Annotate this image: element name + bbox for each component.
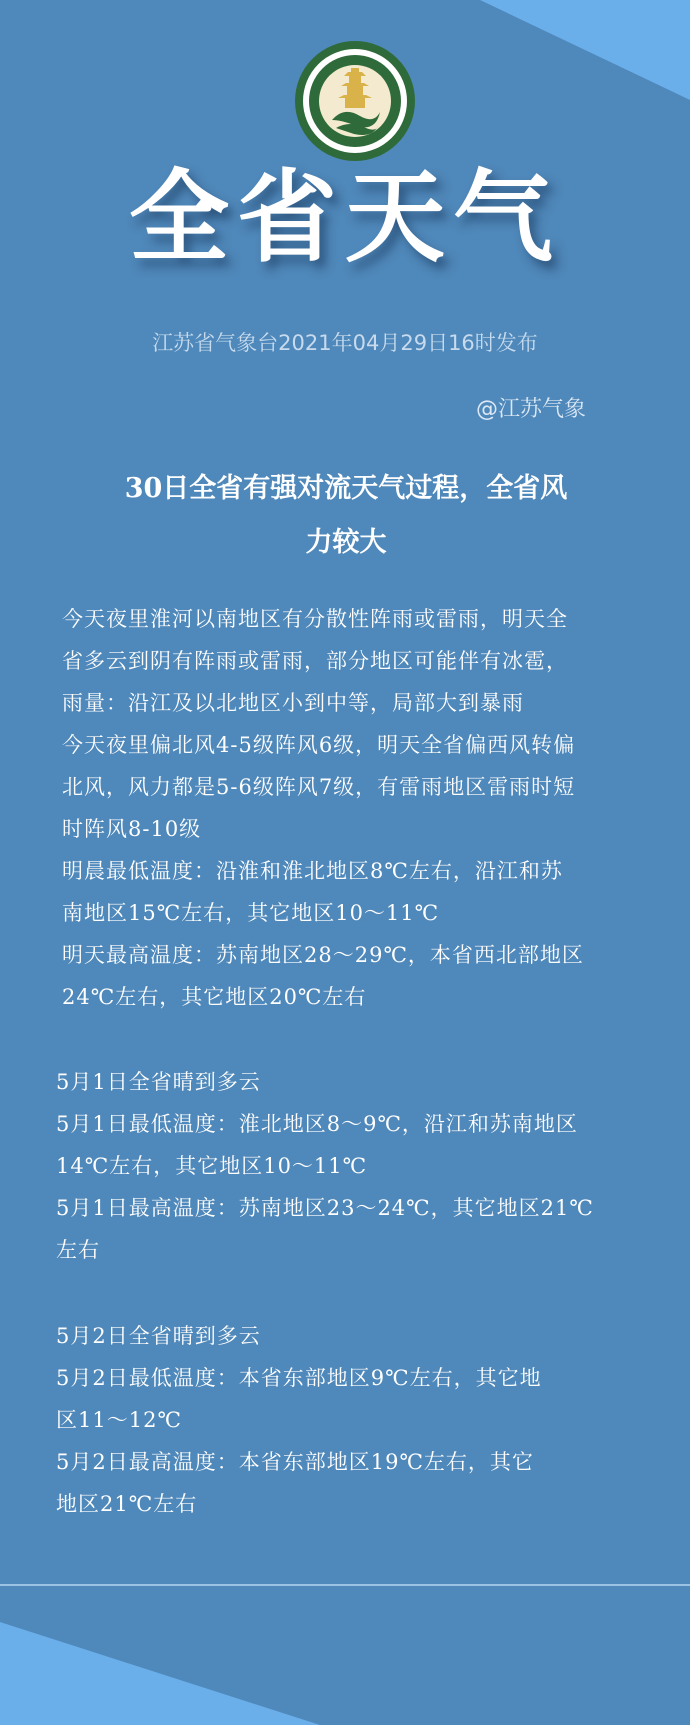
issue-time: 江苏省气象台2021年04月29日16时发布 [152, 331, 538, 355]
forecast-line: 明晨最低温度：沿淮和淮北地区8℃左右，沿江和苏 [62, 859, 563, 883]
headline-line: 力较大 [305, 527, 387, 558]
bottom-left-corner-shape [0, 1600, 690, 1725]
forecast-line: 5月2日最高温度：本省东部地区19℃左右，其它 [56, 1450, 534, 1474]
forecast-line: 今天夜里偏北风4-5级阵风6级，明天全省偏西风转偏 [62, 733, 576, 757]
forecast-line: 省多云到阴有阵雨或雷雨，部分地区可能伴有冰雹， [62, 649, 568, 673]
forecast-line: 区11～12℃ [56, 1408, 182, 1432]
headline-line: 30日全省有强对流天气过程，全省风 [124, 473, 568, 504]
forecast-line: 5月1日最高温度：苏南地区23～24℃，其它地区21℃ [56, 1196, 594, 1220]
today-forecast [62, 598, 668, 1018]
forecast-line: 时阵风8-10级 [62, 817, 202, 841]
may2-forecast [56, 1315, 662, 1525]
forecast-line: 明天最高温度：苏南地区28～29℃，本省西北部地区 [62, 943, 584, 967]
forecast-line: 左右 [56, 1238, 100, 1262]
forecast-line: 今天夜里淮河以南地区有分散性阵雨或雷雨，明天全 [62, 607, 568, 631]
forecast-line: 地区21℃左右 [56, 1492, 198, 1516]
forecast-line: 5月1日最低温度：淮北地区8～9℃，沿江和苏南地区 [56, 1112, 578, 1136]
forecast-line: 北风，风力都是5-6级阵风7级，有雷雨地区雷雨时短 [62, 775, 576, 799]
jiangsu-meteorological-bureau-logo [294, 40, 416, 162]
footer-divider [0, 1584, 690, 1586]
forecast-line: 南地区15℃左右，其它地区10～11℃ [62, 901, 440, 925]
may1-forecast [56, 1061, 662, 1271]
page-title: 全省天气 [129, 159, 561, 276]
forecast-line: 5月2日全省晴到多云 [56, 1324, 261, 1348]
headline [66, 462, 626, 570]
forecast-line: 24℃左右，其它地区20℃左右 [62, 985, 367, 1009]
forecast-line: 5月1日全省晴到多云 [56, 1070, 261, 1094]
forecast-line: 雨量：沿江及以北地区小到中等，局部大到暴雨 [62, 691, 524, 715]
weibo-handle[interactable]: @江苏气象 [476, 397, 587, 422]
forecast-line: 5月2日最低温度：本省东部地区9℃左右，其它地 [56, 1366, 542, 1390]
forecast-line: 14℃左右，其它地区10～11℃ [56, 1154, 368, 1178]
